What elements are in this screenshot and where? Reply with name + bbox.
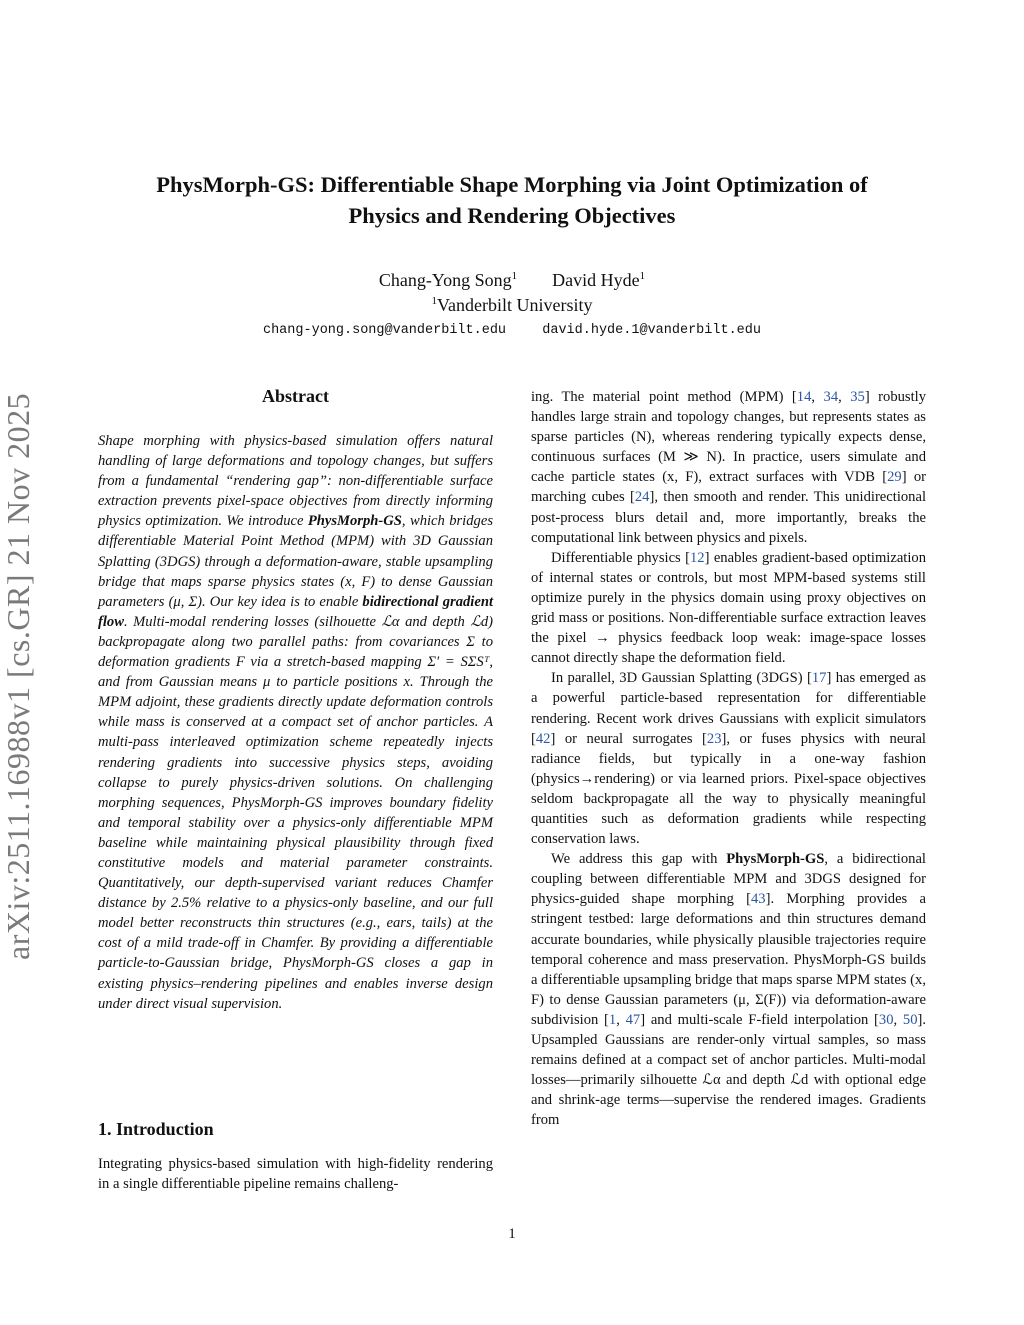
citation-link[interactable]: 35 xyxy=(850,389,865,405)
text: ]. Upsampled Gaussians are render-only virtual samples, so mass remains defined at a compact set of anchor particles. Multi-modal losses—primarily silhouette ℒα and depth ℒd with optional edge and shrink-age terms—supervise the rendered images. Gradients from xyxy=(531,1011,927,1129)
author-1-affil: 1 xyxy=(511,270,518,282)
abstract-text-3: . Multi-modal rendering losses (silhouette ℒα and depth ℒd) backpropagate along two parallel paths: from covariances Σ to deformation gradients F via a stretch-based mapping Σ′ = SΣSᵀ, and from Gaussian means μ to particle positions x. Through the MPM adjoint, these gradients directly update deformation controls while mass is conserved at a compact set of anchor particles. A multi-pass interleaved optimization scheme repeatedly injects rendering gradients into successive physics steps, avoiding collapse to purely physics-driven solutions. On challenging morphing sequences, PhysMorph-GS improves boundary fidelity and temporal stability over a physics-only differentiable MPM baseline while maintaining physical plausibility through fixed constitutive models and material parameter constraints. Quantitatively, our depth-supervised variant reduces Chamfer distance by 2.5% relative to a physics-only baseline, and our full model better reconstructs thin structures (e.g., ears, tails) at the cost of a mild trade-off in Chamfer. By providing a differentiable particle-to-Gaussian bridge, PhysMorph-GS closes a gap in existing physics–rendering pipelines and enables inverse design under direct visual supervision. xyxy=(98,613,493,1012)
text: ] or neural surrogates [ xyxy=(550,730,707,747)
author-1: Chang-Yong Song xyxy=(378,270,512,290)
author-line xyxy=(0,270,1024,291)
citation-link[interactable]: 23 xyxy=(706,730,722,747)
email-line xyxy=(0,323,1024,338)
paper-title-line-1: PhysMorph-GS: Differentiable Shape Morphing via Joint Optimization of xyxy=(156,172,868,197)
citation-link[interactable]: 1 xyxy=(608,1011,617,1028)
abstract-method-name: PhysMorph-GS xyxy=(307,513,402,530)
citation-link[interactable]: 17 xyxy=(811,670,827,687)
page-number: 1 xyxy=(508,1226,516,1242)
text: ]. Morphing provides a stringent testbed: large deformations and thin structures demand accurate boundaries, while physically plausible trajectories require temporal coherence and mass preservation. PhysMorph-GS builds a differentiable upsampling bridge that maps sparse MPM states (x, F) to dense Gaussian parameters (μ, Σ(F)) via deformation-aware subdivision [ xyxy=(531,891,926,1028)
right-paragraph-1: ing. The material point method (MPM) [14, 34, 35] robustly handles large strain and topology changes, but represents states as sparse particles (N), whereas rendering typically expects dense, continuous surfaces (M ≫ N). In practice, users simulate and cache particle states (x, F), extract surfaces with VDB [29] or marching cubes [24], then smooth and render. This unidirectional post-process blurs detail and, more importantly, breaks the computational link between physics and pixels. xyxy=(531,389,926,546)
email-1[interactable]: chang-yong.song@vanderbilt.edu xyxy=(262,323,507,338)
paper-title-line-2: Physics and Rendering Objectives xyxy=(348,203,676,228)
abstract-heading: Abstract xyxy=(262,386,329,406)
citation-link[interactable]: 42 xyxy=(535,730,551,747)
citation-link[interactable]: 47 xyxy=(625,1011,641,1028)
author-2-affil: 1 xyxy=(639,270,646,282)
right-paragraph-2 xyxy=(531,548,926,669)
text: ], or fuses physics with neural radiance fields, but typically in a one-way fashion (physics→rendering) or via learned priors. Pixel-space objectives seldom backpropagate all the way to physically meaningful quantities such as deformation gradients while respecting conservation laws. xyxy=(531,730,926,848)
text: ] enables gradient-based optimization of internal states or controls, but most MPM-based systems still optimize purely in the physics domain using proxy objectives on grid mass or positions. Non-differentiable surface extraction leaves the pixel → physics feedback loop weak: image-space losses cannot directly shape the deformation field. xyxy=(531,549,927,667)
affiliation-marker: 1 xyxy=(431,295,437,307)
intro-text: Integrating physics-based simulation with high-fidelity rendering in a single differentiable pipeline remains challeng- xyxy=(98,1156,493,1193)
citation-link[interactable]: 24 xyxy=(634,489,650,506)
citation-link[interactable]: 12 xyxy=(689,549,705,566)
abstract-body xyxy=(98,431,493,1014)
text: ] or marching cubes [ xyxy=(531,469,926,506)
author-2: David Hyde xyxy=(552,270,640,290)
abstract-text-1: Shape morphing with physics-based simulation offers natural handling of large deformations and topology changes, but suffers from a fundamental “rendering gap”: non-differentiable surface extraction prevents pixel-space objectives from directly informing physics optimization. We introduce xyxy=(98,433,493,530)
abstract-key-idea: bidirectional gradient flow xyxy=(98,593,494,630)
arxiv-id: arXiv:2511.16988v1 [cs.GR] 21 Nov 2025 xyxy=(0,392,36,960)
abstract-text-2: , which bridges differentiable Material Point Method (MPM) with 3D Gaussian Splatting (3DGS) through a deformation-aware, stable upsampling bridge that maps sparse physics states (x, F) to dense Gaussian parameters (μ, Σ). Our key idea is to enable xyxy=(98,513,493,610)
affiliation-line xyxy=(0,295,1024,316)
right-paragraph-4: We address this gap with PhysMorph-GS, a bidirectional coupling between differentiable MPM and 3DGS designed for physics-guided shape morphing [43]. Morphing provides a stringent testbed: large deformations and thin structures demand accurate boundaries, while physically plausible trajectories require temporal coherence and mass preservation. PhysMorph-GS builds a differentiable upsampling bridge that maps sparse MPM states (x, F) to dense Gaussian parameters (μ, Σ(F)) via deformation-aware subdivision [1, 47] and multi-scale F-field interpolation [30, 50]. Upsampled Gaussians are render-only virtual samples, so mass remains defined at a compact set of anchor particles. Multi-modal losses—primarily silhouette ℒα and depth ℒd with optional edge and shrink-age terms—supervise the rendered images. Gradients from xyxy=(531,851,927,1129)
text: Differentiable physics [ xyxy=(551,549,690,566)
text: ] robustly handles large strain and topology changes, but represents states as sparse particles (N), whereas rendering typically expects dense, continuous surfaces (M ≫ N). In practice, users simulate and cache particle states (x, F), extract surfaces with VDB [ xyxy=(531,389,926,486)
affiliation: Vanderbilt University xyxy=(437,295,593,315)
intro-paragraph-1 xyxy=(98,1154,493,1194)
citation-link[interactable]: 29 xyxy=(887,469,902,486)
citation-link[interactable]: 50 xyxy=(902,1011,918,1028)
citation-link[interactable]: 14 xyxy=(796,389,812,405)
method-name: PhysMorph-GS xyxy=(726,851,825,868)
text: We address this gap with xyxy=(551,851,727,868)
right-column xyxy=(531,387,926,1130)
text: In parallel, 3D Gaussian Splatting (3DGS) [ xyxy=(551,670,812,687)
citation-link[interactable]: 43 xyxy=(750,891,766,908)
text: ] has emerged as a powerful particle-based representation for differentiable rendering. Recent work drives Gaussians with explicit simulators [ xyxy=(531,670,927,747)
citation-link[interactable]: 30 xyxy=(878,1011,894,1028)
citation-link[interactable]: 34 xyxy=(823,389,839,405)
text: ] and multi-scale F-field interpolation [ xyxy=(640,1011,879,1028)
text: , a bidirectional coupling between differentiable MPM and 3DGS designed for physics-guided shape morphing [ xyxy=(531,851,926,908)
section-heading-introduction: 1. Introduction xyxy=(98,1119,214,1139)
text: ], then smooth and render. This unidirectional post-process blurs detail and, more importantly, breaks the computational link between physics and pixels. xyxy=(531,489,926,546)
email-2[interactable]: david.hyde.1@vanderbilt.edu xyxy=(542,323,761,338)
right-paragraph-3 xyxy=(531,668,926,849)
text: ing. The material point method (MPM) [ xyxy=(531,389,797,405)
